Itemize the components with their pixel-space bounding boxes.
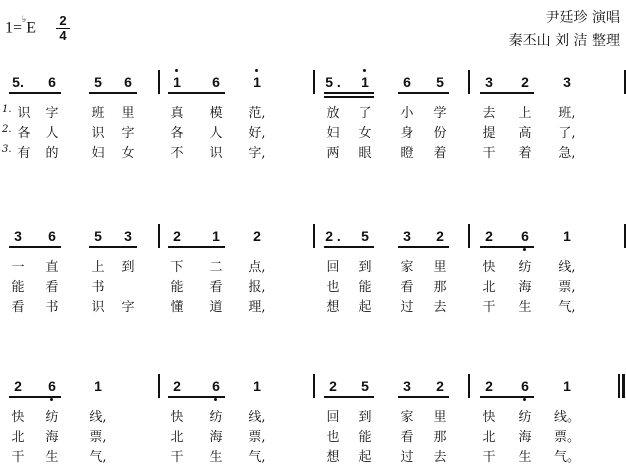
final-bar-line [622, 374, 625, 398]
lyric-syllable: 直 [45, 260, 59, 275]
key-prefix: 1= [5, 19, 23, 37]
lyric-syllable: 小 [400, 106, 414, 121]
lyric-syllable: 过 [400, 450, 414, 465]
note-beam [9, 92, 61, 94]
octave-high-dot [363, 69, 366, 72]
lyric-syllable: 票。 [554, 430, 581, 445]
lyric-syllable: 字 [45, 106, 59, 121]
lyric-syllable: 识 [209, 146, 223, 161]
note-digit: 5. [12, 74, 24, 90]
bar-line [158, 70, 160, 94]
jianpu-note [7, 74, 29, 90]
note-digit: 5 [94, 228, 102, 244]
octave-high-dot [255, 69, 258, 72]
lyric-syllable: 家 [400, 260, 414, 275]
lyric-syllable: 女 [121, 146, 135, 161]
lyric-syllable: 气, [248, 450, 266, 465]
note-digit: 6 [48, 378, 56, 394]
lyric-syllable: 道 [209, 300, 223, 315]
lyric-syllable: 票, [248, 430, 266, 445]
jianpu-note [478, 378, 500, 394]
note-beam [324, 92, 374, 94]
lyric-syllable: 女 [358, 126, 372, 141]
note-digit: 3 [14, 228, 22, 244]
note-beam [324, 396, 374, 398]
lyric-syllable: 快 [11, 410, 25, 425]
lyric-syllable: 人 [209, 126, 223, 141]
lyric-syllable: 里 [433, 410, 447, 425]
note-digit: 3 [403, 228, 411, 244]
note-digit: 3 [403, 378, 411, 394]
lyric-syllable: 北 [482, 430, 496, 445]
lyric-syllable: 范, [248, 106, 266, 121]
jianpu-note [429, 228, 451, 244]
lyric-syllable: 能 [170, 280, 184, 295]
jianpu-note [205, 378, 227, 394]
note-digit: 2 [436, 378, 444, 394]
lyric-syllable: 线, [248, 410, 266, 425]
note-beam [480, 396, 534, 398]
note-digit: 3 [124, 228, 132, 244]
bar-line [468, 374, 470, 398]
lyric-syllable: 去 [433, 300, 447, 315]
octave-high-dot [175, 69, 178, 72]
note-digit: 6 [521, 228, 529, 244]
lyric-syllable: 二 [209, 260, 223, 275]
jianpu-note [246, 378, 268, 394]
lyric-syllable: 看 [11, 300, 25, 315]
lyric-syllable: 想 [326, 300, 340, 315]
note-digit: 3 [563, 74, 571, 90]
lyric-syllable: 生 [518, 300, 532, 315]
note-digit: 1 [94, 378, 102, 394]
lyric-syllable: 海 [518, 430, 532, 445]
note-beam [398, 396, 449, 398]
jianpu-note [246, 228, 268, 244]
lyric-syllable: 海 [209, 430, 223, 445]
lyric-syllable: 下 [170, 260, 184, 275]
note-digit: 5 [361, 228, 369, 244]
lyric-syllable: 快 [482, 410, 496, 425]
note-digit: 1 [361, 74, 369, 90]
lyric-syllable: 各 [17, 126, 31, 141]
note-digit: 5 [436, 74, 444, 90]
lyric-syllable: 着 [518, 146, 532, 161]
jianpu-note [556, 74, 578, 90]
note-digit: 2 [485, 228, 493, 244]
lyric-syllable: 身 [400, 126, 414, 141]
lyric-syllable: 生 [518, 450, 532, 465]
note-digit: 6 [212, 378, 220, 394]
lyric-syllable: 高 [518, 126, 532, 141]
note-digit: 2 [485, 378, 493, 394]
lyric-syllable: 回 [326, 260, 340, 275]
note-beam [9, 396, 61, 398]
jianpu-note [322, 74, 344, 90]
jianpu-note [514, 74, 536, 90]
lyric-syllable: 字 [121, 126, 135, 141]
lyric-syllable: 生 [209, 450, 223, 465]
lyric-syllable: 过 [400, 300, 414, 315]
jianpu-note [7, 378, 29, 394]
jianpu-note [354, 378, 376, 394]
lyric-syllable: 上 [518, 106, 532, 121]
time-signature-top: 2 [56, 14, 70, 29]
lyric-syllable: 那 [433, 430, 447, 445]
verse-number: 1. [2, 104, 12, 115]
octave-low-dot [214, 398, 217, 401]
note-beam [480, 92, 534, 94]
lyric-syllable: 气。 [554, 450, 581, 465]
note-digit: 6 [403, 74, 411, 90]
lyric-syllable: 去 [482, 106, 496, 121]
jianpu-note [322, 228, 344, 244]
lyric-syllable: 看 [400, 280, 414, 295]
lyric-syllable: 到 [358, 410, 372, 425]
note-digit: 1 [253, 74, 261, 90]
lyric-syllable: 懂 [170, 300, 184, 315]
lyric-syllable: 票, [558, 280, 576, 295]
lyric-syllable: 能 [358, 280, 372, 295]
lyric-syllable: 书 [91, 280, 105, 295]
note-digit: 2 [14, 378, 22, 394]
lyric-syllable: 了, [558, 126, 576, 141]
lyric-syllable: 两 [326, 146, 340, 161]
jianpu-note [166, 74, 188, 90]
lyric-syllable: 急, [558, 146, 576, 161]
lyric-syllable: 纺 [518, 410, 532, 425]
lyric-syllable: 人 [45, 126, 59, 141]
lyric-syllable: 干 [482, 146, 496, 161]
bar-line [313, 374, 315, 398]
note-digit: 6 [124, 74, 132, 90]
lyric-syllable: 纺 [209, 410, 223, 425]
lyric-syllable: 学 [433, 106, 447, 121]
jianpu-note [429, 378, 451, 394]
jianpu-note [514, 378, 536, 394]
lyric-syllable: 提 [482, 126, 496, 141]
lyric-syllable: 去 [433, 450, 447, 465]
verse-number: 3. [2, 144, 12, 155]
note-beam [168, 92, 225, 94]
bar-line [158, 374, 160, 398]
note-digit: 6 [48, 228, 56, 244]
lyric-syllable: 快 [482, 260, 496, 275]
jianpu-note [87, 228, 109, 244]
note-digit: 3 [485, 74, 493, 90]
score-system-2 [0, 228, 626, 328]
lyric-syllable: 也 [326, 430, 340, 445]
note-beam [168, 396, 225, 398]
note-digit: 1 [253, 378, 261, 394]
jianpu-note [478, 228, 500, 244]
lyric-syllable: 北 [11, 430, 25, 445]
lyric-syllable: 线, [558, 260, 576, 275]
lyric-syllable: 线。 [554, 410, 581, 425]
lyric-syllable: 有 [17, 146, 31, 161]
jianpu-note [205, 74, 227, 90]
note-digit: 5 [94, 74, 102, 90]
lyric-syllable: 也 [326, 280, 340, 295]
jianpu-note [117, 74, 139, 90]
lyric-syllable: 到 [358, 260, 372, 275]
lyric-syllable: 气, [89, 450, 107, 465]
note-digit: 1 [563, 378, 571, 394]
jianpu-note [41, 378, 63, 394]
lyric-syllable: 看 [45, 280, 59, 295]
lyric-syllable: 班 [91, 106, 105, 121]
note-digit: 2 [436, 228, 444, 244]
lyric-syllable: 报, [248, 280, 266, 295]
bar-line [618, 374, 620, 398]
jianpu-note [396, 378, 418, 394]
bar-line [158, 224, 160, 248]
lyric-syllable: 纺 [45, 410, 59, 425]
note-digit: 5 [361, 378, 369, 394]
lyric-syllable: 妇 [326, 126, 340, 141]
lyric-syllable: 眼 [358, 146, 372, 161]
note-beam [89, 92, 137, 94]
lyric-syllable: 份 [433, 126, 447, 141]
note-digit: 1 [173, 74, 181, 90]
performer-credit: 尹廷珍 演唱 [545, 10, 620, 26]
lyric-syllable: 模 [209, 106, 223, 121]
note-beam [480, 246, 534, 248]
note-beam [324, 96, 374, 98]
lyric-syllable: 看 [400, 430, 414, 445]
note-digit: 5 . [325, 74, 341, 90]
lyric-syllable: 纺 [518, 260, 532, 275]
lyric-syllable: 了 [358, 106, 372, 121]
note-beam [168, 246, 225, 248]
octave-low-dot [523, 398, 526, 401]
note-digit: 2 [329, 378, 337, 394]
lyric-syllable: 里 [433, 260, 447, 275]
lyric-syllable: 到 [121, 260, 135, 275]
lyric-syllable: 看 [209, 280, 223, 295]
jianpu-note [87, 74, 109, 90]
jianpu-note [41, 74, 63, 90]
lyric-syllable: 北 [170, 430, 184, 445]
lyric-syllable: 好, [248, 126, 266, 141]
jianpu-note [354, 74, 376, 90]
lyric-syllable: 识 [91, 126, 105, 141]
lyric-syllable: 家 [400, 410, 414, 425]
lyric-syllable: 起 [358, 450, 372, 465]
jianpu-note [556, 228, 578, 244]
note-beam [9, 246, 61, 248]
lyric-syllable: 放 [326, 106, 340, 121]
lyric-syllable: 那 [433, 280, 447, 295]
lyric-syllable: 生 [45, 450, 59, 465]
score-system-1 [0, 74, 626, 174]
jianpu-note [41, 228, 63, 244]
lyric-syllable: 各 [170, 126, 184, 141]
lyric-syllable: 干 [170, 450, 184, 465]
lyric-syllable: 上 [91, 260, 105, 275]
time-signature-bottom: 4 [59, 28, 67, 43]
note-digit: 1 [563, 228, 571, 244]
lyric-syllable: 识 [17, 106, 31, 121]
jianpu-note [166, 378, 188, 394]
note-digit: 2 [521, 74, 529, 90]
note-beam [398, 246, 449, 248]
lyric-syllable: 瞪 [400, 146, 414, 161]
lyric-syllable: 想 [326, 450, 340, 465]
lyric-syllable: 一 [11, 260, 25, 275]
note-digit: 6 [48, 74, 56, 90]
jianpu-note [556, 378, 578, 394]
lyric-syllable: 气, [558, 300, 576, 315]
bar-line [468, 70, 470, 94]
note-beam [398, 92, 449, 94]
key-signature [5, 14, 37, 37]
octave-low-dot [523, 248, 526, 251]
lyric-syllable: 的 [45, 146, 59, 161]
bar-line [624, 70, 626, 94]
lyric-syllable: 着 [433, 146, 447, 161]
note-digit: 2 [173, 228, 181, 244]
jianpu-note [354, 228, 376, 244]
note-digit: 1 [212, 228, 220, 244]
lyric-syllable: 妇 [91, 146, 105, 161]
jianpu-note [322, 378, 344, 394]
jianpu-note [7, 228, 29, 244]
lyric-syllable: 里 [121, 106, 135, 121]
note-digit: 2 . [325, 228, 341, 244]
note-beam [356, 246, 374, 248]
lyric-syllable: 干 [482, 300, 496, 315]
note-digit: 2 [253, 228, 261, 244]
note-digit: 6 [521, 378, 529, 394]
jianpu-note [246, 74, 268, 90]
lyric-syllable: 班, [558, 106, 576, 121]
bar-line [624, 224, 626, 248]
octave-low-dot [50, 398, 53, 401]
jianpu-note [117, 228, 139, 244]
flat-sign: ♭ [22, 14, 27, 24]
lyric-syllable: 理, [248, 300, 266, 315]
jianpu-note [205, 228, 227, 244]
score-system-3 [0, 378, 626, 464]
lyric-syllable: 起 [358, 300, 372, 315]
lyric-syllable: 干 [482, 450, 496, 465]
lyric-syllable: 快 [170, 410, 184, 425]
lyric-syllable: 干 [11, 450, 25, 465]
lyric-syllable: 不 [170, 146, 184, 161]
jianpu-note [478, 74, 500, 90]
jianpu-note [429, 74, 451, 90]
lyric-syllable: 票, [89, 430, 107, 445]
lyric-syllable: 书 [45, 300, 59, 315]
time-signature [56, 14, 70, 42]
lyric-syllable: 北 [482, 280, 496, 295]
lyric-syllable: 海 [45, 430, 59, 445]
bar-line [313, 224, 315, 248]
key-note: E [26, 19, 37, 37]
note-beam [89, 246, 137, 248]
jianpu-note [87, 378, 109, 394]
jianpu-note [166, 228, 188, 244]
lyric-syllable: 线, [89, 410, 107, 425]
lyric-syllable: 识 [91, 300, 105, 315]
note-digit: 6 [212, 74, 220, 90]
lyric-syllable: 字, [248, 146, 266, 161]
jianpu-note [396, 74, 418, 90]
jianpu-note [514, 228, 536, 244]
lyric-syllable: 海 [518, 280, 532, 295]
bar-line [313, 70, 315, 94]
verse-number: 2. [2, 124, 12, 135]
lyric-syllable: 能 [11, 280, 25, 295]
arranger-credit: 秦丕山 刘 洁 整理 [508, 33, 620, 49]
lyric-syllable: 能 [358, 430, 372, 445]
lyric-syllable: 字 [121, 300, 135, 315]
jianpu-note [396, 228, 418, 244]
lyric-syllable: 回 [326, 410, 340, 425]
lyric-syllable: 点, [248, 260, 266, 275]
note-digit: 2 [173, 378, 181, 394]
lyric-syllable: 真 [170, 106, 184, 121]
bar-line [468, 224, 470, 248]
